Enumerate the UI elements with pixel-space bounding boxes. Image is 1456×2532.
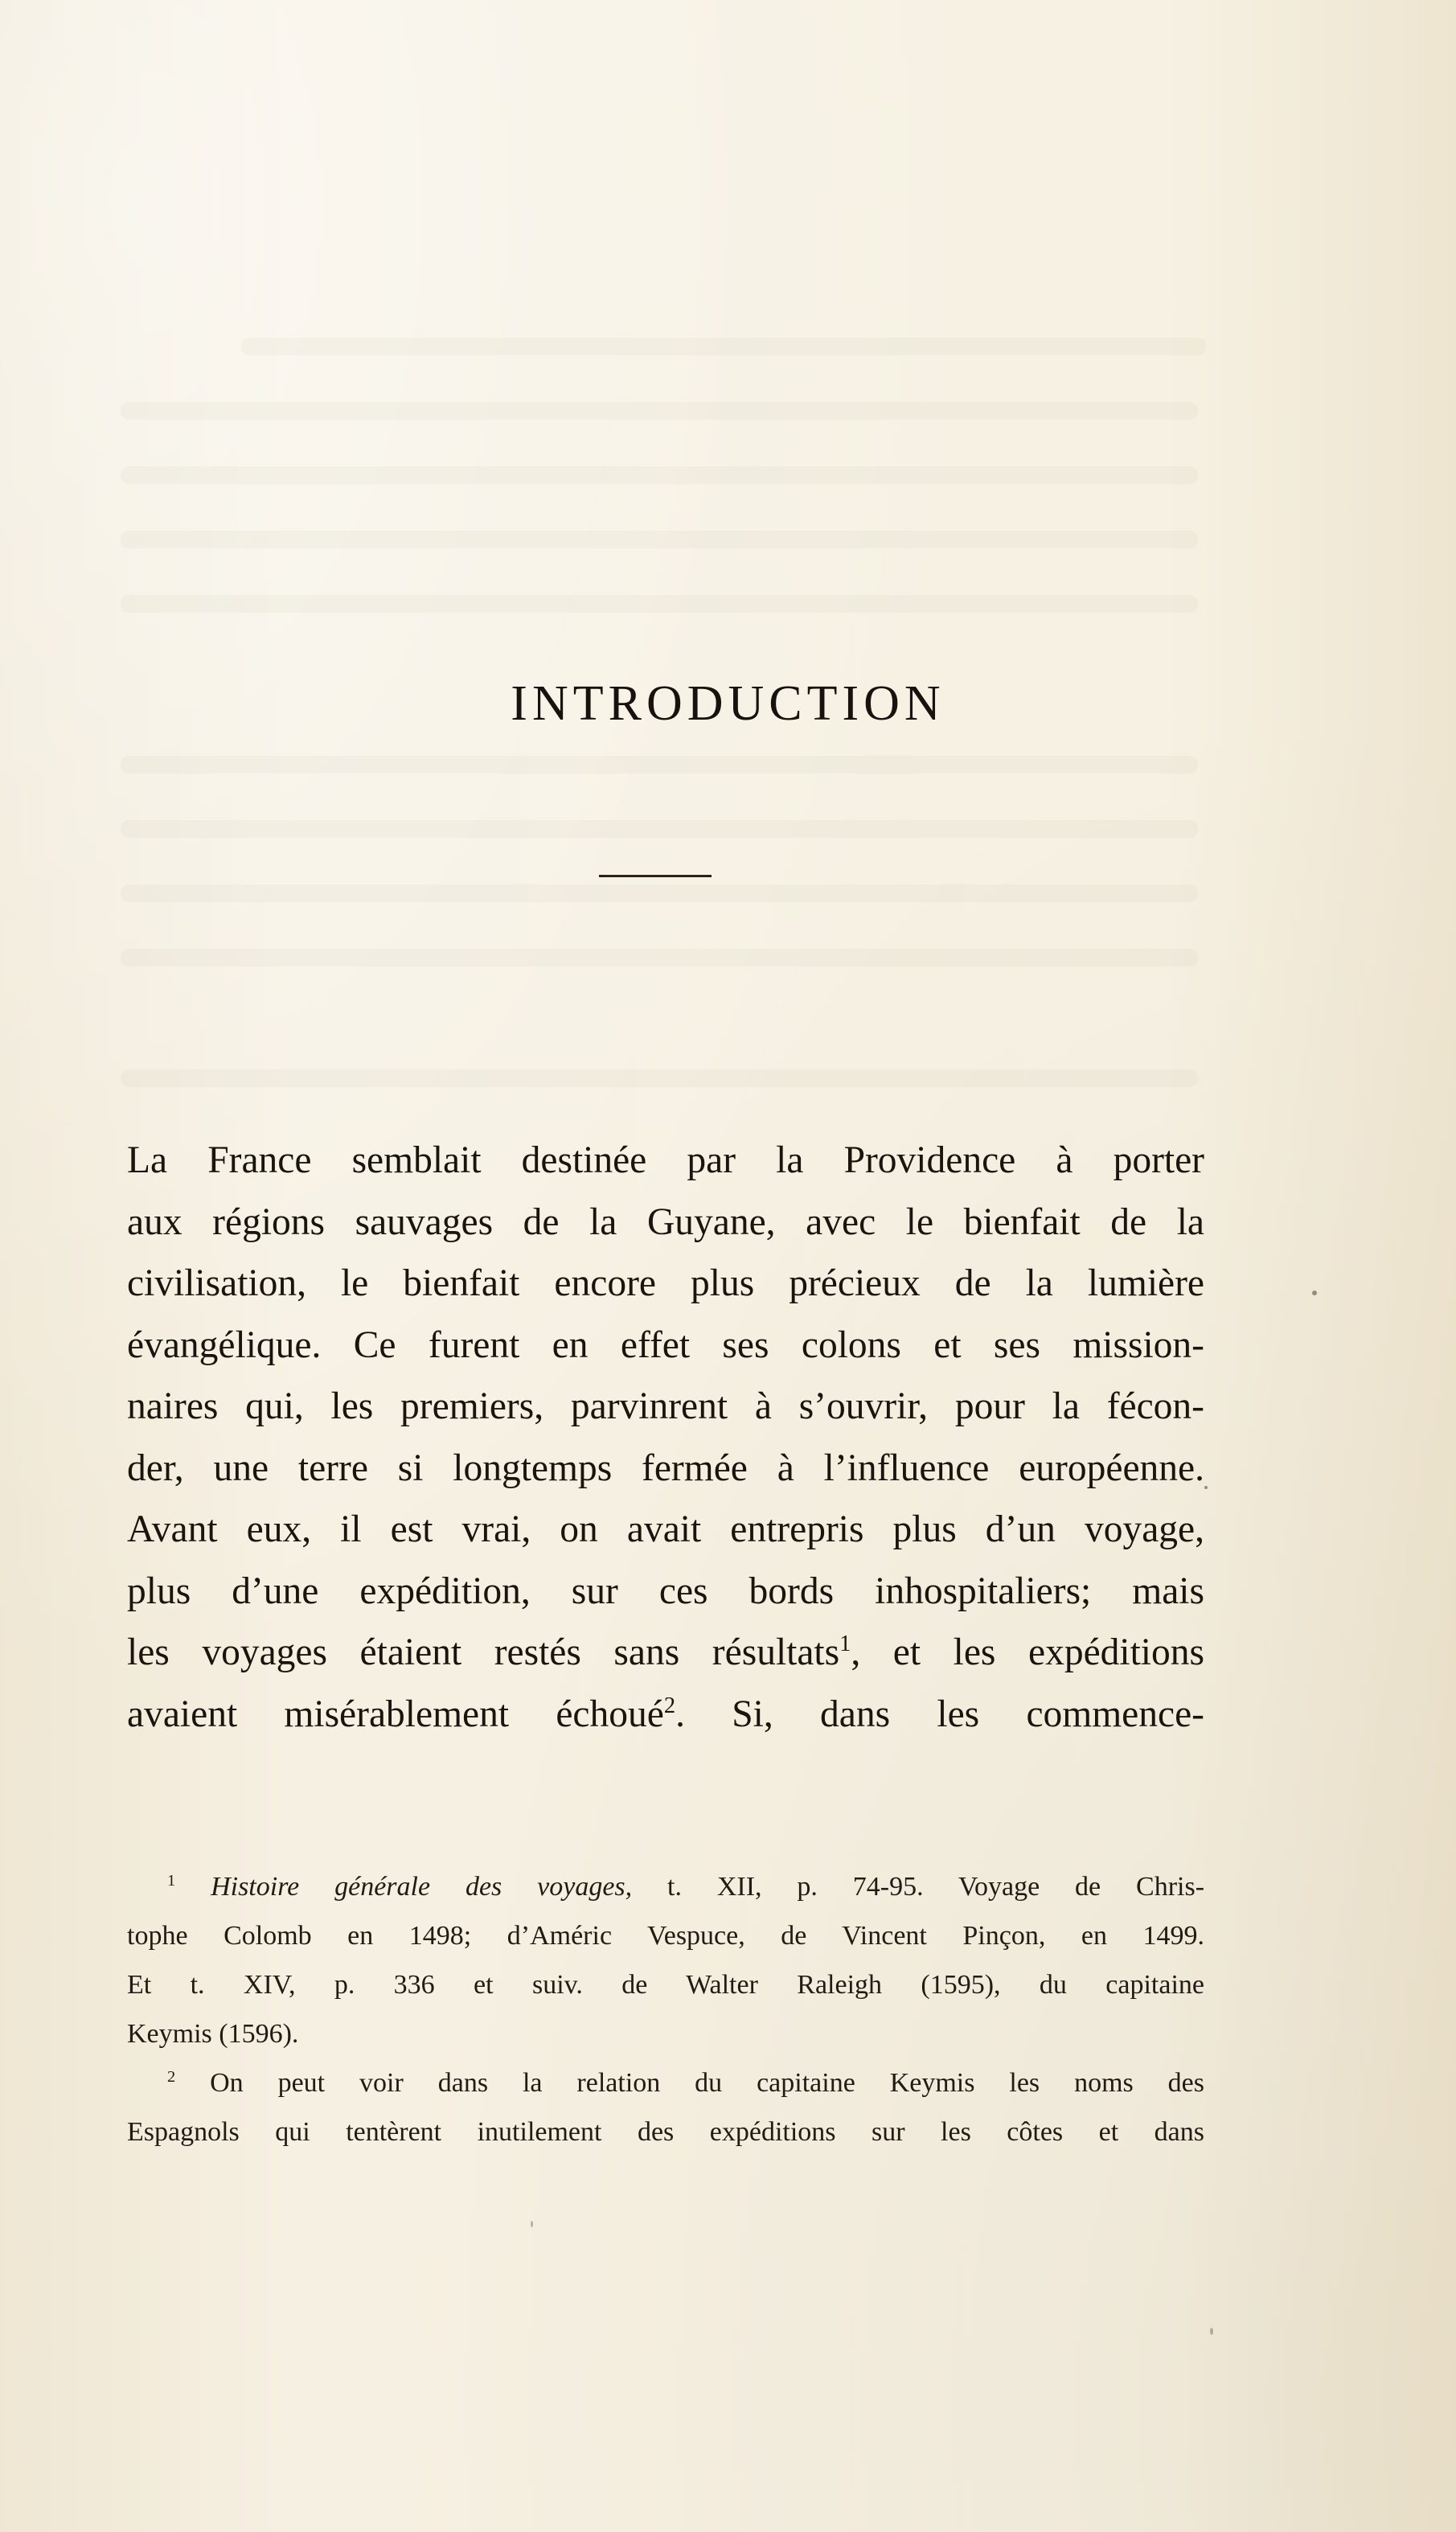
body-text-segment: , et les expéditions <box>851 1631 1204 1673</box>
title-rule <box>599 875 712 877</box>
chapter-title: INTRODUCTION <box>511 676 945 731</box>
footnote-line: tophe Colomb en 1498; d’Améric Vespuce, de Vincent Pinçon, en 1499. <box>127 1921 1204 1951</box>
body-line: évangélique. Ce furent en effet ses colons et ses mission- <box>127 1323 1204 1366</box>
body-line <box>127 1684 1204 1746</box>
body-text-segment: avaient misérablement échoué <box>127 1693 664 1735</box>
body-line: Avant eux, il est vrai, on avait entrepris plus d’un voyage, <box>127 1508 1204 1550</box>
bleed-through-line <box>121 949 1198 966</box>
footnotes <box>127 1862 1204 2157</box>
footnote-text: On peut voir dans la relation du capitaine Keymis les noms des <box>210 2068 1204 2098</box>
bleed-through-line <box>121 756 1198 774</box>
bleed-through-line <box>121 1069 1198 1087</box>
footnote-italic-title: Histoire générale des voyages, <box>211 1872 633 1902</box>
bleed-through-line <box>241 338 1206 355</box>
footnote-text: t. XII, p. 74-95. Voyage de Chris- <box>667 1872 1205 1902</box>
body-line: aux régions sauvages de la Guyane, avec le bienfait de la <box>127 1200 1204 1243</box>
footnote-marker: 1 <box>167 1871 176 1890</box>
bleed-through-line <box>121 531 1198 548</box>
ink-speck <box>1210 2328 1213 2335</box>
body-line: civilisation, le bienfait encore plus précieux de la lumière <box>127 1262 1204 1304</box>
footnote-line: Et t. XIV, p. 336 et suiv. de Walter Raleigh (1595), du capitaine <box>127 1970 1204 2000</box>
body-text-segment: les voyages étaient restés sans résultats <box>127 1631 840 1673</box>
footnote-line: Keymis (1596). <box>127 2019 299 2049</box>
bleed-through-line <box>121 884 1198 902</box>
footnote-1 <box>127 1862 1204 1911</box>
bleed-through-line <box>121 820 1198 838</box>
footnote-reference[interactable]: 2 <box>663 1693 676 1718</box>
body-paragraph <box>127 1130 1204 1745</box>
body-line: plus d’une expédition, sur ces bords inhospitaliers; mais <box>127 1570 1204 1612</box>
ink-speck <box>1204 1486 1208 1489</box>
footnote-line: Espagnols qui tentèrent inutilement des expéditions sur les côtes et dans <box>127 2117 1204 2147</box>
body-line: der, une terre si longtemps fermée à l’influence européenne. <box>127 1447 1204 1489</box>
footnote-2 <box>127 2058 1204 2107</box>
body-text-segment: . Si, dans les commence- <box>675 1693 1204 1735</box>
footnote-reference[interactable]: 1 <box>839 1631 851 1656</box>
body-line: naires qui, les premiers, parvinrent à s’ouvrir, pour la fécon- <box>127 1385 1204 1427</box>
body-line: La France semblait destinée par la Providence à porter <box>127 1139 1204 1181</box>
body-line <box>127 1622 1204 1684</box>
ink-speck <box>531 2221 533 2227</box>
ink-speck <box>1312 1291 1317 1295</box>
bleed-through-line <box>121 595 1198 613</box>
bleed-through-line <box>121 466 1198 484</box>
bleed-through-line <box>121 402 1198 420</box>
footnote-marker: 2 <box>167 2067 176 2086</box>
